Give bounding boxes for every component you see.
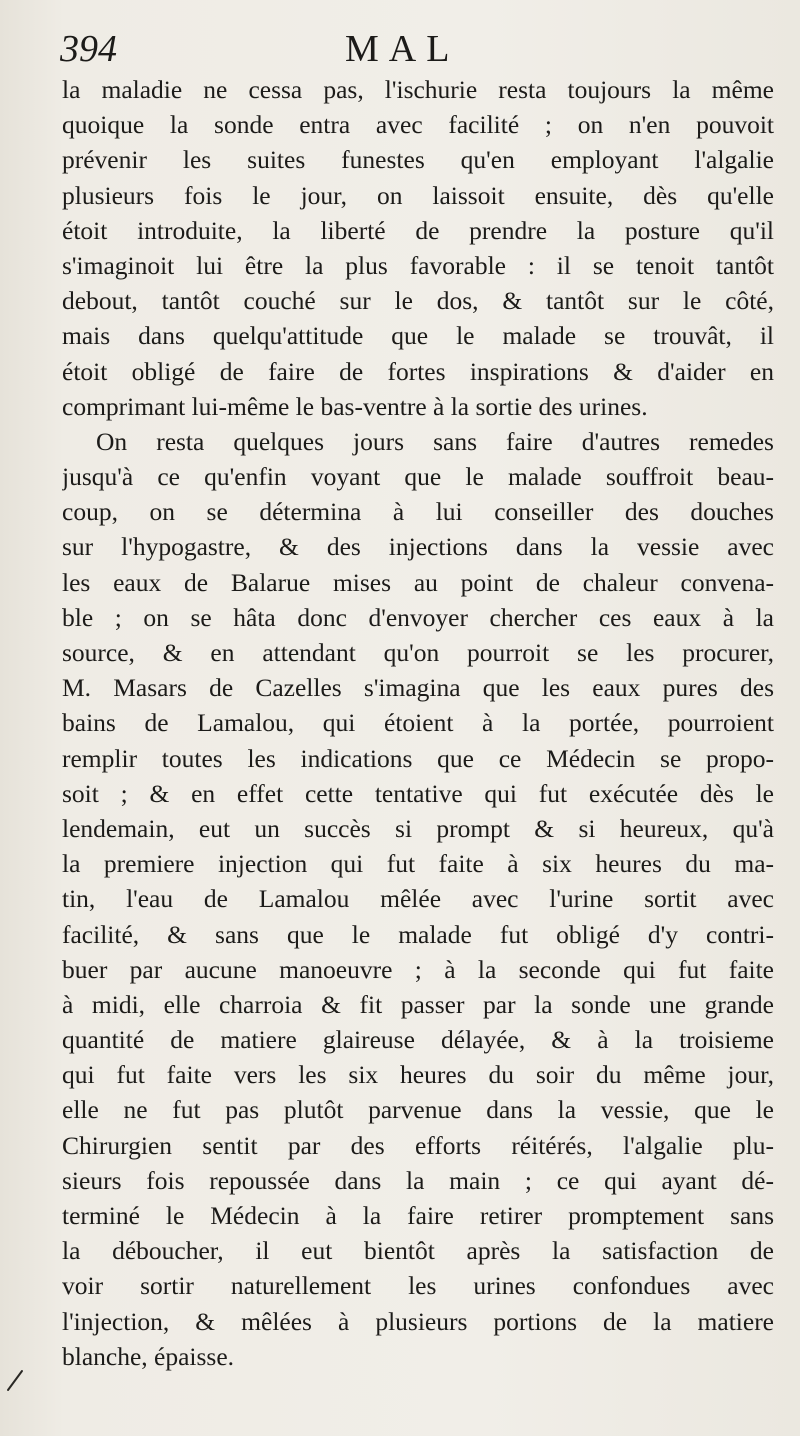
page-header (60, 26, 780, 72)
text-line: quoique la sonde entra avec facilité ; on n'en pouvoit (62, 110, 774, 140)
text-line: M. Masars de Cazelles s'imagina que les eaux pures des (62, 673, 774, 703)
text-line: terminé le Médecin à la faire retirer promptement sans (62, 1201, 774, 1230)
text-line: mais dans quelqu'attitude que le malade se trouvât, il (62, 321, 774, 351)
text-line: remplir toutes les indications que ce Médecin se propo- (62, 743, 774, 773)
text-line: étoit obligé de faire de fortes inspirations & d'aider en (62, 356, 774, 386)
text-line: la maladie ne cessa pas, l'ischurie resta toujours la même (62, 75, 774, 104)
text-line: On resta quelques jours sans faire d'autres remedes (96, 426, 774, 456)
text-line: soit ; & en effet cette tentative qui fut exécutée dès le (62, 778, 774, 808)
page-number: 394 (60, 28, 117, 70)
text-line: sieurs fois repoussée dans la main ; ce qui ayant dé- (62, 1165, 774, 1195)
body-text (62, 72, 774, 1374)
text-line: tin, l'eau de Lamalou mêlée avec l'urine sortit avec (62, 884, 774, 914)
text-line: Chirurgien sentit par des efforts réitérés, l'algalie plu- (62, 1130, 774, 1160)
running-head: MAL (345, 28, 460, 70)
text-line: qui fut faite vers les six heures du soir du même jour, (62, 1060, 774, 1090)
text-line: jusqu'à ce qu'enfin voyant que le malade souffroit beau- (62, 462, 774, 492)
text-line: buer par aucune manoeuvre ; à la seconde qui fut faite (62, 954, 774, 984)
text-line: ble ; on se hâta donc d'envoyer chercher ces eaux à la (62, 602, 774, 632)
text-line: plusieurs fois le jour, on laissoit ensuite, dès qu'elle (62, 180, 774, 210)
text-line: sur l'hypogastre, & des injections dans la vessie avec (62, 532, 774, 562)
text-line: voir sortir naturellement les urines confondues avec (62, 1271, 774, 1301)
text-line: bains de Lamalou, qui étoient à la portée, pourroient (62, 708, 774, 738)
text-line: la premiere injection qui fut faite à six heures du ma- (62, 849, 774, 879)
text-line: à midi, elle charroia & fit passer par la sonde une grande (62, 989, 774, 1019)
text-line: prévenir les suites funestes qu'en employant l'algalie (62, 145, 774, 175)
text-line: les eaux de Balarue mises au point de chaleur convena- (62, 567, 774, 597)
margin-stroke-mark (6, 1368, 26, 1392)
text-line: blanche, épaisse. (62, 1341, 235, 1371)
text-line: étoit introduite, la liberté de prendre la posture qu'il (62, 215, 774, 245)
text-line: la déboucher, il eut bientôt après la satisfaction de (62, 1236, 774, 1266)
text-line: facilité, & sans que le malade fut obligé d'y contri- (62, 919, 774, 949)
text-line: s'imaginoit lui être la plus favorable : il se tenoit tantôt (62, 250, 774, 280)
text-line: comprimant lui-même le bas-ventre à la sortie des urines. (62, 391, 648, 421)
text-line: lendemain, eut un succès si prompt & si heureux, qu'à (62, 813, 774, 843)
text-line: coup, on se détermina à lui conseiller des douches (62, 497, 774, 527)
text-line: quantité de matiere glaireuse délayée, & à la troisieme (62, 1025, 774, 1055)
text-line: source, & en attendant qu'on pourroit se les procurer, (62, 638, 774, 667)
text-line: l'injection, & mêlées à plusieurs portions de la matiere (62, 1306, 774, 1336)
text-line: elle ne fut pas plutôt parvenue dans la vessie, que le (62, 1095, 774, 1125)
text-line: debout, tantôt couché sur le dos, & tantôt sur le côté, (62, 286, 774, 316)
